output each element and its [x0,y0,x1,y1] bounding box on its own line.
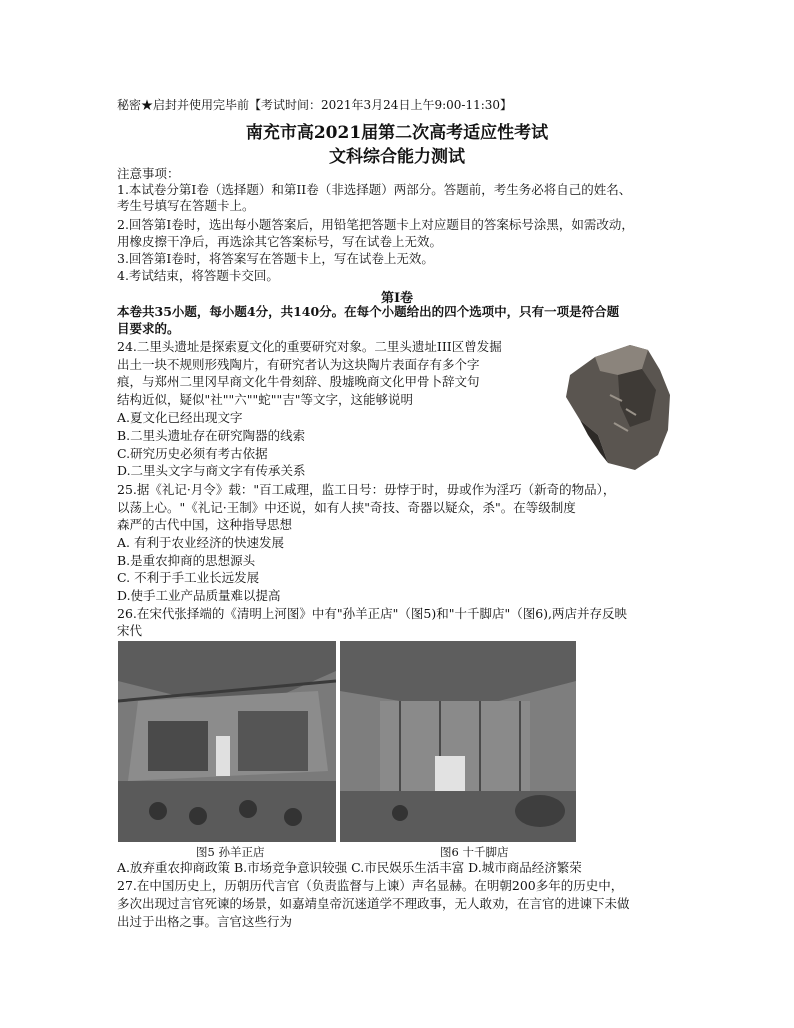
q25-stem: 森严的古代中国，这种指导思想 [117,517,293,532]
q25-option: D.使手工业产品质量难以提高 [117,588,281,603]
q25-option: B.是重农抑商的思想源头 [117,553,256,568]
notes-item: 3.回答第I卷时，将答案写在答题卡上，写在试卷上无效。 [117,251,434,266]
q24-stem: 结构近似，疑似"社""六""蛇""吉"等文字，这能够说明 [117,392,413,407]
confidential-line: 秘密★启封并使用完毕前【考试时间：2021年3月24日上午9:00-11:30】 [117,98,513,112]
notes-item: 1.本试卷分第I卷（选择题）和第II卷（非选择题）两部分。答题前，考生务必将自己的姓名、 [117,182,632,197]
figure-5-image [118,641,336,842]
q24-option: A.夏文化已经出现文字 [117,410,243,425]
figure-5-caption: 图5 孙羊正店 [196,845,265,859]
figure-6-image [340,641,576,842]
q25-stem: 以荡上心。"《礼记·王制》中还说，如有人挟"奇技、奇器以疑众，杀"。在等级制度 [117,500,576,515]
q24-option: C.研究历史必须有考古依据 [117,446,268,461]
q27-stem: 多次出现过言官死谏的场景，如嘉靖皇帝沉迷道学不理政事，无人敢劝，在言官的进谏下未做 [117,896,630,911]
q24-stem: 24.二里头遗址是探索夏文化的重要研究对象。二里头遗址III区曾发掘 [117,339,502,354]
q25-stem: 25.据《礼记·月令》载："百工咸理，监工日号：毋悖于时，毋或作为淫巧（新奇的物品）， [117,482,616,497]
section-title: 第I卷 [380,291,414,306]
notes-item: 4.考试结束，将答题卡交回。 [117,268,279,283]
pottery-shard-image [560,335,680,475]
q26-stem: 26.在宋代张择端的《清明上河图》中有"孙羊正店"（图5)和"十千脚店"（图6),两店并存反映 [117,606,628,621]
notes-item: 2.回答第I卷时，选出每小题答案后，用铅笔把答题卡上对应题目的答案标号涂黑，如需改动， [117,217,634,232]
q24-stem: 痕，与郑州二里冈早商文化牛骨刻辞、殷墟晚商文化甲骨卜辞文句 [117,374,480,389]
notes-item: 用橡皮擦干净后，再选涂其它答案标号，写在试卷上无效。 [117,234,443,249]
q27-stem: 27.在中国历史上，历朝历代言官（负责监督与上谏）声名显赫。在明朝200多年的历史中， [117,878,624,893]
figure-6-caption: 图6 十千脚店 [440,845,509,859]
q24-stem: 出土一块不规则形残陶片，有研究者认为这块陶片表面存有多个字 [117,357,480,372]
notes-item: 考生号填写在答题卡上。 [117,198,255,213]
q27-stem: 出过于出格之事。言官这些行为 [117,914,293,929]
q26-options: A.放弃重农抑商政策 B.市场竞争意识较强 C.市民娱乐生活丰富 D.城市商品经济繁荣 [117,860,582,875]
q25-option: A. 有利于农业经济的快速发展 [117,535,284,550]
q24-option: B.二里头遗址存在研究陶器的线索 [117,428,306,443]
exam-title: 南充市高2021届第二次高考适应性考试 [245,123,549,143]
q25-option: C. 不利于手工业长远发展 [117,570,260,585]
q26-stem: 宋代 [117,623,143,638]
notes-heading: 注意事项： [117,166,180,181]
exam-subtitle: 文科综合能力测试 [329,147,465,167]
section-instruction: 本卷共35小题，每小题4分，共140分。在每个小题给出的四个选项中，只有一项是符合题 [117,304,620,319]
section-instruction: 目要求的。 [117,321,180,336]
q24-option: D.二里头文字与商文字有传承关系 [117,463,306,478]
